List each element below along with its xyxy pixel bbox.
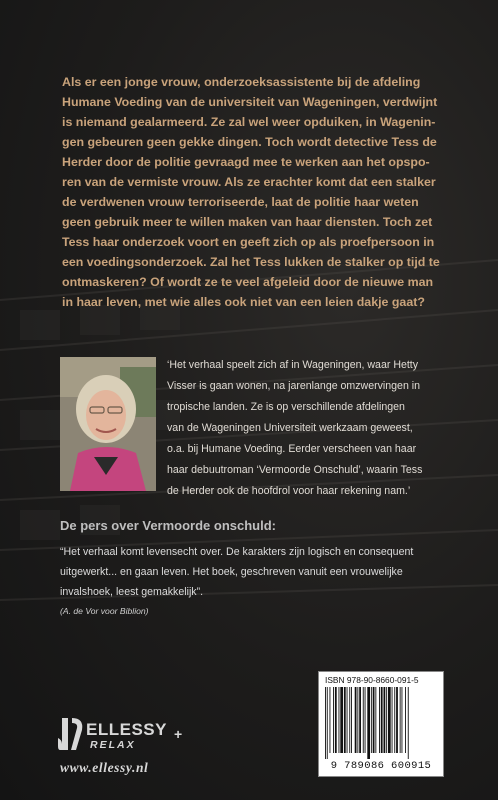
publisher-website[interactable]: www.ellessy.nl: [60, 760, 149, 775]
author-photo: [60, 357, 156, 491]
publisher-mark-icon: [56, 716, 86, 752]
barcode-bars: [325, 687, 437, 759]
isbn-digits: 9 789086 600915: [330, 760, 432, 772]
author-bio: ‘Het verhaal speelt zich af in Wageningen, waar Hetty Visser is gaan wonen, na jarenlange omzwervingen in tropische landen. Ze is op verschillende afdelingen van de Wageningen Universiteit werkzaam geweest, o.a. bij Humane Voeding. Eerder verscheen van haar haar debuutroman ‘Vermoorde Onschuld’, waarin Tess de Herder ook de hoofdrol voor haar rekening nam.’: [167, 359, 423, 497]
press-source: (A. de Vor voor Biblion): [60, 606, 149, 616]
publisher-imprint: RELAX: [90, 739, 136, 751]
publisher-logo: [56, 712, 196, 792]
isbn-label: ISBN 978-90-8660-091-5: [325, 675, 419, 685]
isbn-barcode: [318, 671, 444, 777]
back-cover-blurb: Als er een jonge vrouw, onderzoeksassistente bij de afdeling Humane Voeding van de universiteit van Wageningen, verdwijnt is niemand gealarmeerd. Ze zal wel weer opduiken, in Wagenin- gen gebeuren geen gekke dingen. Toch wordt detective Tess de Herder door de politie gevraagd mee te werken aan het opspo- ren van de vermiste vrouw. Als ze erachter komt dat een stalker de verdwenen vrouw terroriseerde, laat de politie haar weten geen gebruik meer te willen maken van haar diensten. Toch zet Tess haar onderzoek voort en geeft zich op als proefpersoon in een voedingsonderzoek. Zal het Tess lukken de stalker op tijd te ontmaskeren? Of wordt ze te veel afgeleid door de nieuwe man in haar leven, met wie alles ook niet van een leien dakje gaat?: [62, 75, 440, 309]
publisher-name: ELLESSY: [86, 720, 167, 739]
press-heading: De pers over Vermoorde onschuld:: [60, 518, 277, 533]
publisher-plus: +: [174, 726, 183, 742]
press-quote: “Het verhaal komt levensecht over. De karakters zijn logisch en consequent uitgewerkt... en gaan leven. Het boek, geschreven vanuit een vrouwelijke invalshoek, leest gemakkelijk”.: [60, 546, 414, 598]
